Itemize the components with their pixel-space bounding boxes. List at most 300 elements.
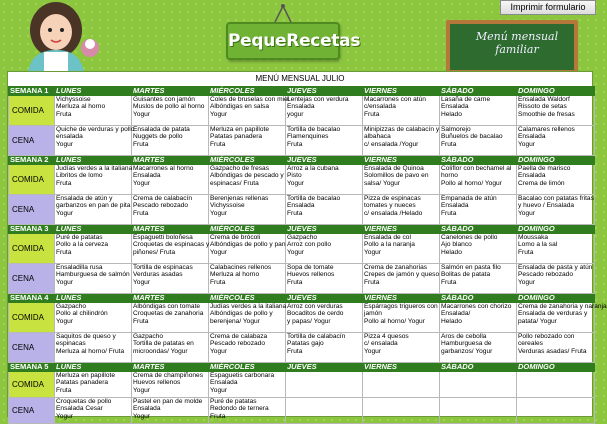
dish-text: Pollo al horno/ Yogur (441, 179, 502, 187)
dish-text: cereales (518, 340, 543, 348)
day-header: MARTES (132, 225, 209, 234)
day-header: LUNES (55, 225, 132, 234)
menu-cell[interactable] (132, 372, 209, 398)
menu-cell[interactable] (286, 398, 363, 424)
menu-cell[interactable] (363, 264, 440, 294)
dish-text: Hamburguesa de (441, 340, 492, 348)
dish-text: Merluza en papillote (210, 126, 270, 133)
dish-text: Fruta (518, 248, 534, 256)
dish-text: espinacas (56, 340, 86, 348)
menu-cell[interactable] (440, 126, 517, 156)
day-header: MARTES (132, 87, 209, 96)
dish-text: Pescado rebozado (210, 340, 265, 348)
menu-cell[interactable] (55, 96, 132, 126)
dish-text: Espaguetti boloñesa (133, 234, 193, 241)
day-header: DOMINGO (517, 225, 595, 234)
dish-text: Vichyssoise (56, 96, 91, 103)
dish-text: albahaca (364, 133, 391, 141)
menu-cell[interactable] (286, 372, 363, 398)
dish-text: Puré de patatas (210, 398, 257, 405)
dish-text: Fruta (133, 140, 149, 148)
dish-text: Albóndigas en salsa (210, 103, 270, 111)
dish-text: Lomo a la sal (518, 241, 558, 249)
cena-label: CENA (9, 398, 55, 424)
dish-text: Fruta (441, 140, 457, 148)
dish-text: Fruta (56, 386, 72, 394)
menu-cell[interactable] (517, 165, 595, 195)
menu-cell[interactable] (132, 303, 209, 333)
week-label: SEMANA 4 (9, 294, 55, 303)
dish-text: Fruta (56, 248, 72, 256)
dish-text: Ajo blanco (441, 241, 472, 249)
dish-text: berenjena/ Yogur (210, 317, 260, 325)
dish-text: Ensaladilla rusa (56, 264, 103, 271)
day-header: DOMINGO (517, 87, 595, 96)
dish-text: c/ ensalada /Yogur (364, 140, 419, 148)
dish-text: microondas/ Yogur (133, 347, 188, 355)
dish-text: Pollo al horno/ Yogur (364, 317, 425, 325)
dish-text: Flamenquines (287, 133, 329, 141)
dish-text: c/ ensalada /Helado (364, 209, 423, 217)
menu-cell[interactable] (286, 264, 363, 294)
menu-cell[interactable] (209, 372, 286, 398)
comida-label: COMIDA (9, 96, 55, 126)
menu-cell[interactable] (286, 234, 363, 264)
dish-text: Ensalada de pasta y atún (518, 264, 593, 271)
menu-cell[interactable] (363, 372, 440, 398)
dish-text: Crema de calabaza (210, 333, 268, 340)
menu-cell[interactable] (209, 303, 286, 333)
dish-text: Ensalada de verduras y (518, 310, 588, 318)
day-header: LUNES (55, 363, 132, 372)
menu-cell[interactable] (440, 303, 517, 333)
dish-text: Ensalada (518, 172, 546, 180)
day-header: MIÉRCOLES (209, 156, 286, 165)
dish-text: Nuggets de pollo (133, 133, 183, 141)
dish-text: Macarrones al horno (133, 165, 194, 172)
dish-text: Gazpacho (287, 234, 318, 241)
week-header-row (9, 87, 595, 96)
day-header: MIÉRCOLES (209, 363, 286, 372)
dish-text: Fruta (287, 347, 303, 355)
menu-cell[interactable] (55, 234, 132, 264)
dish-text: Fruta (287, 278, 303, 286)
dish-text: Redondo de ternera (210, 405, 269, 413)
menu-cell[interactable] (209, 234, 286, 264)
dish-text: Macarrones con atún (364, 96, 426, 103)
logo-hanger-icon (272, 4, 294, 24)
dish-text: Ensalada (287, 103, 315, 111)
dish-text: Albóndigas de pollo y pan (210, 241, 286, 249)
menu-cell[interactable] (132, 234, 209, 264)
dish-text: Tortilla de espinacas (133, 264, 193, 271)
dish-text: Yogur (56, 209, 73, 217)
menu-cell[interactable] (132, 333, 209, 363)
dish-text: Coles de bruselas con miel (210, 96, 290, 103)
dish-text: Fruta (133, 317, 149, 325)
dish-text: Fruta (364, 110, 380, 118)
dish-text: Crema de champiñones (133, 372, 204, 379)
dish-text: Yogur (133, 110, 150, 118)
dish-text: Solomillos de pavo en (364, 172, 429, 180)
week-label: SEMANA 2 (9, 156, 55, 165)
dish-text: Bocaditos de cerdo (287, 310, 344, 318)
dish-text: Albóndigas de pescado y (210, 172, 284, 180)
menu-cell[interactable] (363, 398, 440, 424)
dish-text: Ensalada (518, 133, 546, 141)
week-header-row (9, 294, 595, 303)
cena-label: CENA (9, 333, 55, 363)
dish-text: Crema de calabacín (133, 195, 193, 202)
dish-text: Pollo a la cerveza (56, 241, 109, 249)
menu-cell[interactable] (132, 195, 209, 225)
dish-text: patata/ Yogur (518, 317, 557, 325)
dish-text: Yogur (133, 412, 150, 420)
dish-text: Judías verdes a la italiana (56, 165, 133, 172)
dish-text: Guisantes con jamón (133, 96, 195, 103)
dish-text: piñones/ Fruta (133, 248, 176, 256)
dish-text: Ensalada de Quinoa (364, 165, 424, 172)
dish-text: Yogur (133, 278, 150, 286)
dish-text: Moussaka (518, 234, 549, 241)
dish-text: Albóndigas de pollo y (210, 310, 273, 318)
menu-cell[interactable] (440, 234, 517, 264)
dish-text: Calamares rellenos (518, 126, 575, 133)
week-header-row (9, 363, 595, 372)
day-header: DOMINGO (517, 156, 595, 165)
dish-text: Berenjenas rellenas (210, 195, 269, 202)
day-header: VIERNES (363, 294, 440, 303)
comida-row (9, 303, 595, 333)
menu-cell[interactable] (209, 398, 286, 424)
dish-text: garbanzos en pan de pita (56, 202, 131, 210)
day-header: VIERNES (363, 363, 440, 372)
dish-text: Ensalada/ (441, 310, 471, 318)
menu-cell[interactable] (517, 333, 595, 363)
menu-cell[interactable] (55, 372, 132, 398)
dish-text: Huevos rellenos (287, 271, 335, 279)
dish-text: Crema de limón (518, 179, 565, 187)
menu-cell[interactable] (209, 195, 286, 225)
menu-cell[interactable] (363, 126, 440, 156)
dish-text: Verduras asadas/ Fruta (518, 347, 587, 355)
menu-cell[interactable] (286, 333, 363, 363)
dish-text: Croquetas de pollo (56, 398, 112, 405)
dish-text: Fruta (364, 278, 380, 286)
dish-text: Sopa de tomate (287, 264, 334, 271)
comida-label: COMIDA (9, 165, 55, 195)
day-header: JUEVES (286, 156, 363, 165)
dish-text: Arroz con verduras (287, 303, 343, 310)
dish-text: Fruta (441, 278, 457, 286)
dish-text: yogur (287, 110, 304, 118)
dish-text: Muslos de pollo al horno (133, 103, 205, 111)
menu-cell[interactable] (286, 195, 363, 225)
dish-text: Yogur (56, 317, 73, 325)
day-header: VIERNES (363, 156, 440, 165)
dish-text: Pastel en pan de molde (133, 398, 203, 405)
dish-text: Arroz con pollo (287, 241, 331, 249)
menu-cell[interactable] (286, 165, 363, 195)
menu-cell[interactable] (132, 165, 209, 195)
dish-text: Fruta (56, 110, 72, 118)
dish-text: Vichyssoise (210, 202, 245, 210)
dish-text: Patatas panadera (56, 379, 109, 387)
menu-cell[interactable] (209, 264, 286, 294)
dish-text: Lentejas con verdura (287, 96, 349, 103)
dish-text: Croquetas de zanahoria (133, 310, 204, 318)
menu-cell[interactable] (209, 126, 286, 156)
menu-cell[interactable] (286, 96, 363, 126)
menu-cell[interactable] (440, 398, 517, 424)
menu-cell[interactable] (440, 165, 517, 195)
menu-cell[interactable] (209, 165, 286, 195)
day-header: SÁBADO (440, 87, 517, 96)
menu-cell[interactable] (363, 165, 440, 195)
dish-text: Yogur (518, 278, 535, 286)
dish-text: Macarrones con chorizo (441, 303, 512, 310)
dish-text: Ensalada de patata (133, 126, 190, 133)
dish-text: Albóndigas con tomate (133, 303, 201, 310)
menu-cell[interactable] (440, 96, 517, 126)
menu-cell[interactable] (286, 126, 363, 156)
dish-text: Pollo rebozado con (518, 333, 575, 340)
dish-text: Yogur (210, 110, 227, 118)
dish-text: Buñuelos de bacalao (441, 133, 503, 141)
dish-text: Espárragos trigueros con (364, 303, 438, 310)
dish-text: ensalada (56, 133, 83, 141)
menu-cell[interactable] (55, 264, 132, 294)
chef-illustration-icon (6, 0, 106, 72)
brand-logo: PequeRecetas (226, 22, 340, 60)
dish-text: Yogur (364, 347, 381, 355)
menu-cell[interactable] (55, 398, 132, 424)
cena-row (9, 264, 595, 294)
menu-cell[interactable] (363, 96, 440, 126)
menu-cell[interactable] (517, 195, 595, 225)
dish-text: Fruta (210, 140, 226, 148)
dish-text: Patatas panadera (210, 133, 263, 141)
dish-text: Yogur (210, 386, 227, 394)
dish-text: Yogur (210, 248, 227, 256)
menu-cell[interactable] (55, 303, 132, 333)
comida-row (9, 234, 595, 264)
dish-text: Pizza de espinacas (364, 195, 421, 202)
menu-cell[interactable] (517, 234, 595, 264)
menu-cell[interactable] (440, 264, 517, 294)
menu-cell[interactable] (440, 195, 517, 225)
menu-cell[interactable] (55, 195, 132, 225)
cena-row (9, 195, 595, 225)
dish-text: Huevos rellenos (133, 379, 181, 387)
dish-text: Ensalada (287, 202, 315, 210)
header (0, 0, 600, 70)
dish-text: Ensalada Cesar (56, 405, 103, 413)
day-header: MIÉRCOLES (209, 225, 286, 234)
dish-text: Ensalada de col (364, 234, 411, 241)
dish-text: Crema de zanahorias (364, 264, 428, 271)
dish-text: Fruta (287, 209, 303, 217)
dish-text: Yogur (56, 412, 73, 420)
menu-cell[interactable] (517, 303, 607, 333)
dish-text: Helado (441, 317, 462, 325)
dish-text: Empanada de atún (441, 195, 497, 202)
menu-title: MENÚ MENSUAL JULIO (255, 74, 345, 83)
dish-text: Judías verdes a la italiana (210, 303, 287, 310)
menu-cell[interactable] (517, 96, 595, 126)
dish-text: Espaguetis carbonara (210, 372, 275, 379)
menu-sheet (7, 71, 607, 420)
day-header: DOMINGO (517, 363, 595, 372)
dish-text: Yogur (210, 347, 227, 355)
dish-text: Minipizzas de calabacín y (364, 126, 440, 133)
day-header: JUEVES (286, 294, 363, 303)
comida-row (9, 96, 595, 126)
dish-text: Fruta (133, 209, 149, 217)
dish-text: Yogur (364, 248, 381, 256)
menu-cell[interactable] (132, 96, 209, 126)
dish-text: Ensalada Waldorf (518, 96, 570, 103)
menu-cell[interactable] (517, 398, 595, 424)
menu-cell[interactable] (517, 372, 595, 398)
dish-text: Lasaña de carne (441, 96, 491, 103)
dish-text: Ensalada (441, 103, 469, 111)
dish-text: Ensalada de atún y (56, 195, 113, 202)
day-header: JUEVES (286, 363, 363, 372)
day-header: LUNES (55, 156, 132, 165)
dish-text: Yogur (518, 209, 535, 217)
dish-text: Patatas gajo (287, 340, 324, 348)
day-header: MARTES (132, 156, 209, 165)
dish-text: Merluza al horno (56, 103, 106, 111)
dish-text: Tortilla de bacalao (287, 126, 341, 133)
comida-label: COMIDA (9, 303, 55, 333)
dish-text: Puré de patatas (56, 234, 103, 241)
cena-row (9, 126, 595, 156)
dish-text: Verduras asadas (133, 271, 183, 279)
dish-text: Ensalada (441, 202, 469, 210)
menu-cell[interactable] (363, 195, 440, 225)
dish-text: Fruta (56, 179, 72, 187)
dish-text: y huevo / Ensalada (518, 202, 575, 210)
menu-cell[interactable] (55, 333, 132, 363)
dish-text: Yogur (133, 179, 150, 187)
dish-text: Aros de cebolla (441, 333, 487, 340)
dish-text: Gazpacho de fresas (210, 165, 270, 172)
menu-cell[interactable] (440, 333, 517, 363)
dish-text: Crema de brócoli (210, 234, 261, 241)
dish-text: Yogur (518, 140, 535, 148)
dish-text: y papas/ Yogur (287, 317, 331, 325)
dish-text: Helado (441, 110, 462, 118)
dish-text: Pescado rebozado (133, 202, 188, 210)
day-header: MIÉRCOLES (209, 87, 286, 96)
dish-text: Libritos de lomo (56, 172, 103, 180)
dish-text: horno (441, 172, 458, 180)
dish-text: Bacalao con patatas fritas (518, 195, 594, 202)
menu-cell[interactable] (55, 165, 132, 195)
week-header-row (9, 156, 595, 165)
dish-text: Ensalada (133, 405, 161, 413)
menu-cell[interactable] (440, 372, 517, 398)
cena-label: CENA (9, 264, 55, 294)
menu-cell[interactable] (363, 234, 440, 264)
dish-text: Tortilla de calabacín (287, 333, 346, 340)
menu-cell[interactable] (132, 264, 209, 294)
cena-label: CENA (9, 126, 55, 156)
comida-label: COMIDA (9, 372, 55, 398)
dish-text: c/ ensalada (364, 340, 398, 348)
day-header: LUNES (55, 87, 132, 96)
dish-text: Saquitos de queso y (56, 333, 116, 340)
dish-text: Calabacines rellenos (210, 264, 272, 271)
dish-text: Pollo al chilindrón (56, 310, 108, 318)
dish-text: Salmorejo (441, 126, 471, 133)
menu-cell[interactable] (209, 96, 290, 126)
dish-text: Crepes de jamón y queso (364, 271, 440, 279)
dish-text: Pizza 4 quesos (364, 333, 409, 340)
day-header: MIÉRCOLES (209, 294, 286, 303)
day-header: SÁBADO (440, 156, 517, 165)
dish-text: Bolitas de patata (441, 271, 491, 279)
dish-text: garbanzos/ Yogur (441, 347, 493, 355)
dish-text: Yogur (56, 278, 73, 286)
menu-cell[interactable] (209, 333, 286, 363)
cena-label: CENA (9, 195, 55, 225)
day-header: JUEVES (286, 87, 363, 96)
cena-row (9, 333, 595, 363)
dish-text: Yogur (287, 248, 304, 256)
day-header: VIERNES (363, 225, 440, 234)
dish-text: Tortilla de patatas en (133, 340, 194, 348)
dish-text: Fruta (287, 140, 303, 148)
day-header: VIERNES (363, 87, 440, 96)
menu-cell[interactable] (132, 126, 209, 156)
day-header: SÁBADO (440, 294, 517, 303)
dish-text: Pollo a la naranja (364, 241, 415, 249)
week-header-row (9, 225, 595, 234)
dish-text: Paella de marisco (518, 165, 571, 172)
cena-row (9, 398, 595, 424)
dish-text: Tortilla de bacalao (287, 195, 341, 202)
menu-cell[interactable] (517, 264, 595, 294)
dish-text: Gazpacho (56, 303, 87, 310)
menu-cell[interactable] (363, 303, 440, 333)
dish-text: Croquetas de espinacas y (133, 241, 210, 249)
dish-text: salsa/ Yogur (364, 179, 400, 187)
menu-cell[interactable] (132, 398, 209, 424)
dish-text: Yogur (133, 386, 150, 394)
menu-cell[interactable] (363, 333, 440, 363)
menu-cell[interactable] (55, 126, 135, 156)
menu-chalkboard: Menú mensual familiar (446, 20, 578, 74)
day-header: JUEVES (286, 225, 363, 234)
menu-cell[interactable] (517, 126, 595, 156)
dish-text: espinacas/ Fruta (210, 179, 259, 187)
dish-text: Coliflor con bechamel al (441, 165, 512, 172)
dish-text: Ensalada (133, 172, 161, 180)
dish-text: Quiche de verduras y pollo (56, 126, 135, 133)
menu-cell[interactable] (286, 303, 363, 333)
dish-text: Salmón en pasta filo (441, 264, 501, 271)
dish-text: Merluza en papillote (56, 372, 116, 379)
dish-text: Helado (441, 248, 462, 256)
dish-text: c/ensalada (364, 103, 396, 111)
day-header: MARTES (132, 294, 209, 303)
day-header: DOMINGO (517, 294, 595, 303)
week-label: SEMANA 3 (9, 225, 55, 234)
print-form-button[interactable]: Imprimir formulario (500, 0, 596, 15)
